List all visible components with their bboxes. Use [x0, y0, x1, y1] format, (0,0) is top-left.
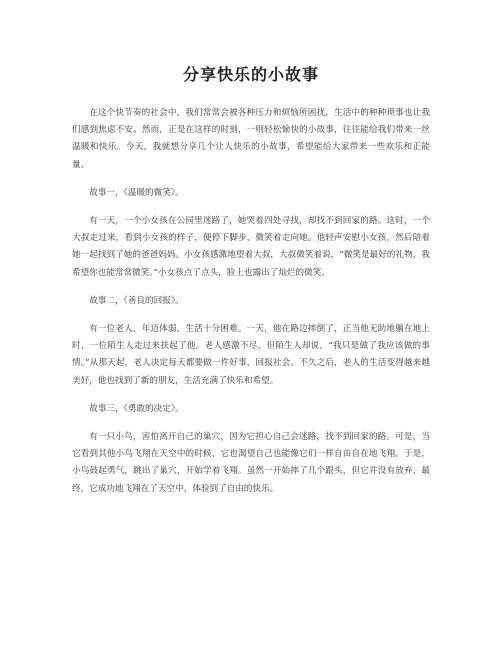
story-3-body: 有一只小鸟，害怕离开自己的巢穴，因为它担心自己会迷路，找不到回家的路。可是，当它看到其他小鸟飞翔在天空中的时候，它也渴望自己也能像它们一样自由自在地飞翔。于是，小鸟鼓起勇气，跳出了巢穴，开始学着飞翔。虽然一开始摔了几个跟头，但它并没有放弃，最终，它成功地飞翔在了天空中，体验到了自由的快乐。 — [72, 432, 430, 494]
intro-paragraph: 在这个快节奏的社会中，我们常常会被各种压力和烦恼所困扰，生活中的种种琐事也让我们感到焦虑不安。然而，正是在这样的时刻，一则轻松愉快的小故事，往往能给我们带来一丝温暖和快乐。今天，我就想分享几个让人快乐的小故事，希望能给大家带来一些欢乐和正能量。 — [72, 108, 430, 170]
document-title: 分享快乐的小故事 — [182, 65, 319, 84]
story-2-body: 有一位老人，年迈体弱，生活十分困难。一天，他在路边摔倒了，正当他无助地躺在地上时，一位陌生人走过来扶起了他。老人感激不尽，但陌生人却说，“我只是做了我应该做的事情。”从那天起，老人决定每天都要做一件好事，回报社会。不久之后，老人的生活变得越来越美好，他也找到了新的朋友，生活充满了快乐和希望。 — [72, 324, 430, 386]
story-1-body: 有一天，一个小女孩在公园里迷路了，她哭着四处寻找，却找不到回家的路。这时，一个大叔走过来，看到小女孩的样子，便停下脚步，微笑着走向她。他轻声安慰小女孩，然后陪着她一起找到了她的爸爸妈妈。小女孩感激地望着大叔，大叔微笑着说，“微笑是最好的礼物，我希望你也能常常微笑。”小女孩点了点头，脸上也露出了灿烂的微笑。 — [72, 216, 430, 278]
story-3-heading: 故事三，《勇敢的决定》。 — [89, 403, 184, 414]
story-2-heading: 故事二，《善良的回报》。 — [89, 295, 184, 306]
story-1-heading: 故事一，《温暖的微笑》。 — [89, 187, 184, 198]
